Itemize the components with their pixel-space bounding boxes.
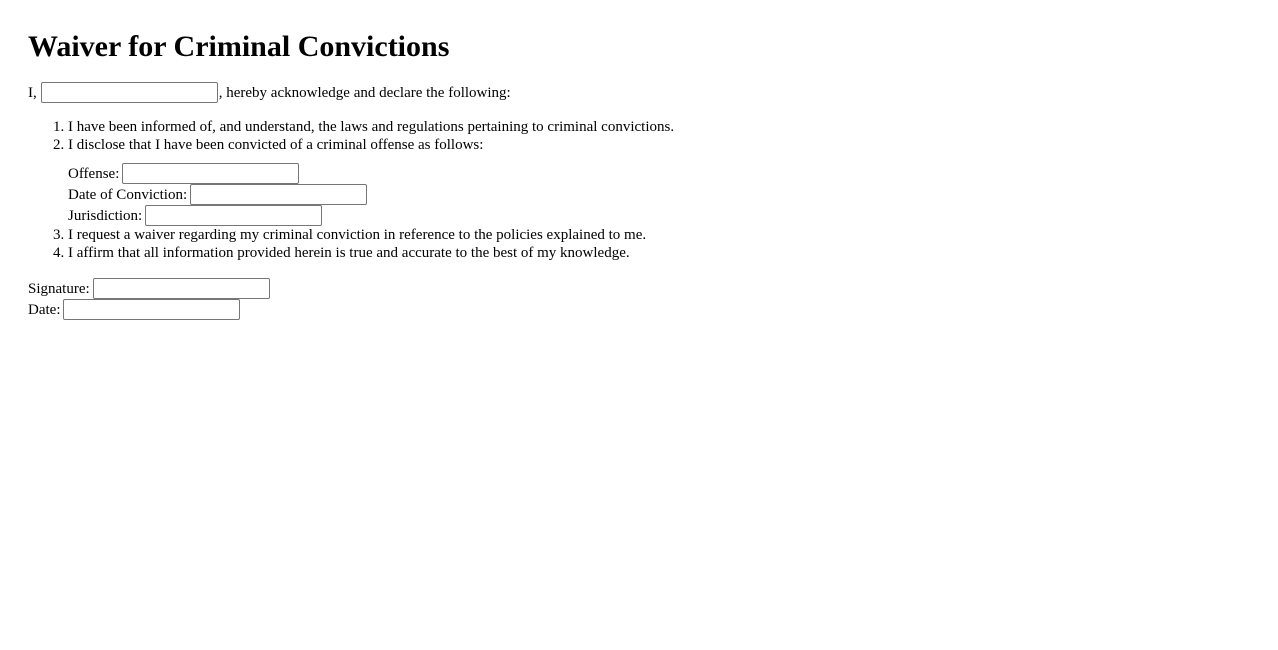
offense-input[interactable]: [122, 163, 299, 184]
name-input[interactable]: [41, 82, 218, 103]
list-item-text: I disclose that I have been convicted of a criminal offense as follows:: [68, 137, 484, 153]
jurisdiction-row: [68, 205, 1250, 226]
jurisdiction-input[interactable]: [145, 205, 322, 226]
signature-input[interactable]: [93, 278, 270, 299]
offense-label: Offense:: [68, 165, 120, 182]
intro-statement: [28, 82, 1250, 103]
list-item: [68, 226, 1250, 244]
waiver-form: [0, 0, 1278, 320]
date-of-conviction-input[interactable]: [190, 184, 367, 205]
date-row: [28, 299, 1250, 320]
page-title: Waiver for Criminal Convictions: [28, 30, 450, 63]
signature-section: [28, 278, 1250, 320]
offense-details: [68, 163, 1250, 226]
date-label: Date:: [28, 301, 61, 318]
offense-row: [68, 163, 1250, 184]
list-item: [68, 244, 1250, 262]
list-item: [68, 118, 1250, 136]
signature-label: Signature:: [28, 280, 90, 297]
list-item-text: I have been informed of, and understand, the laws and regulations pertaining to criminal convictions.: [68, 119, 675, 135]
intro-prefix: I,: [28, 84, 37, 101]
list-item-text: I request a waiver regarding my criminal conviction in reference to the policies explained to me.: [68, 227, 647, 243]
list-item: [68, 136, 1250, 226]
declaration-list: [28, 118, 1250, 262]
date-input[interactable]: [63, 299, 240, 320]
signature-row: [28, 278, 1250, 299]
date-of-conviction-label: Date of Conviction:: [68, 186, 188, 203]
jurisdiction-label: Jurisdiction:: [68, 207, 143, 224]
intro-suffix: , hereby acknowledge and declare the following:: [218, 84, 511, 101]
date-of-conviction-row: [68, 184, 1250, 205]
list-item-text: I affirm that all information provided herein is true and accurate to the best of my knowledge.: [68, 245, 630, 261]
